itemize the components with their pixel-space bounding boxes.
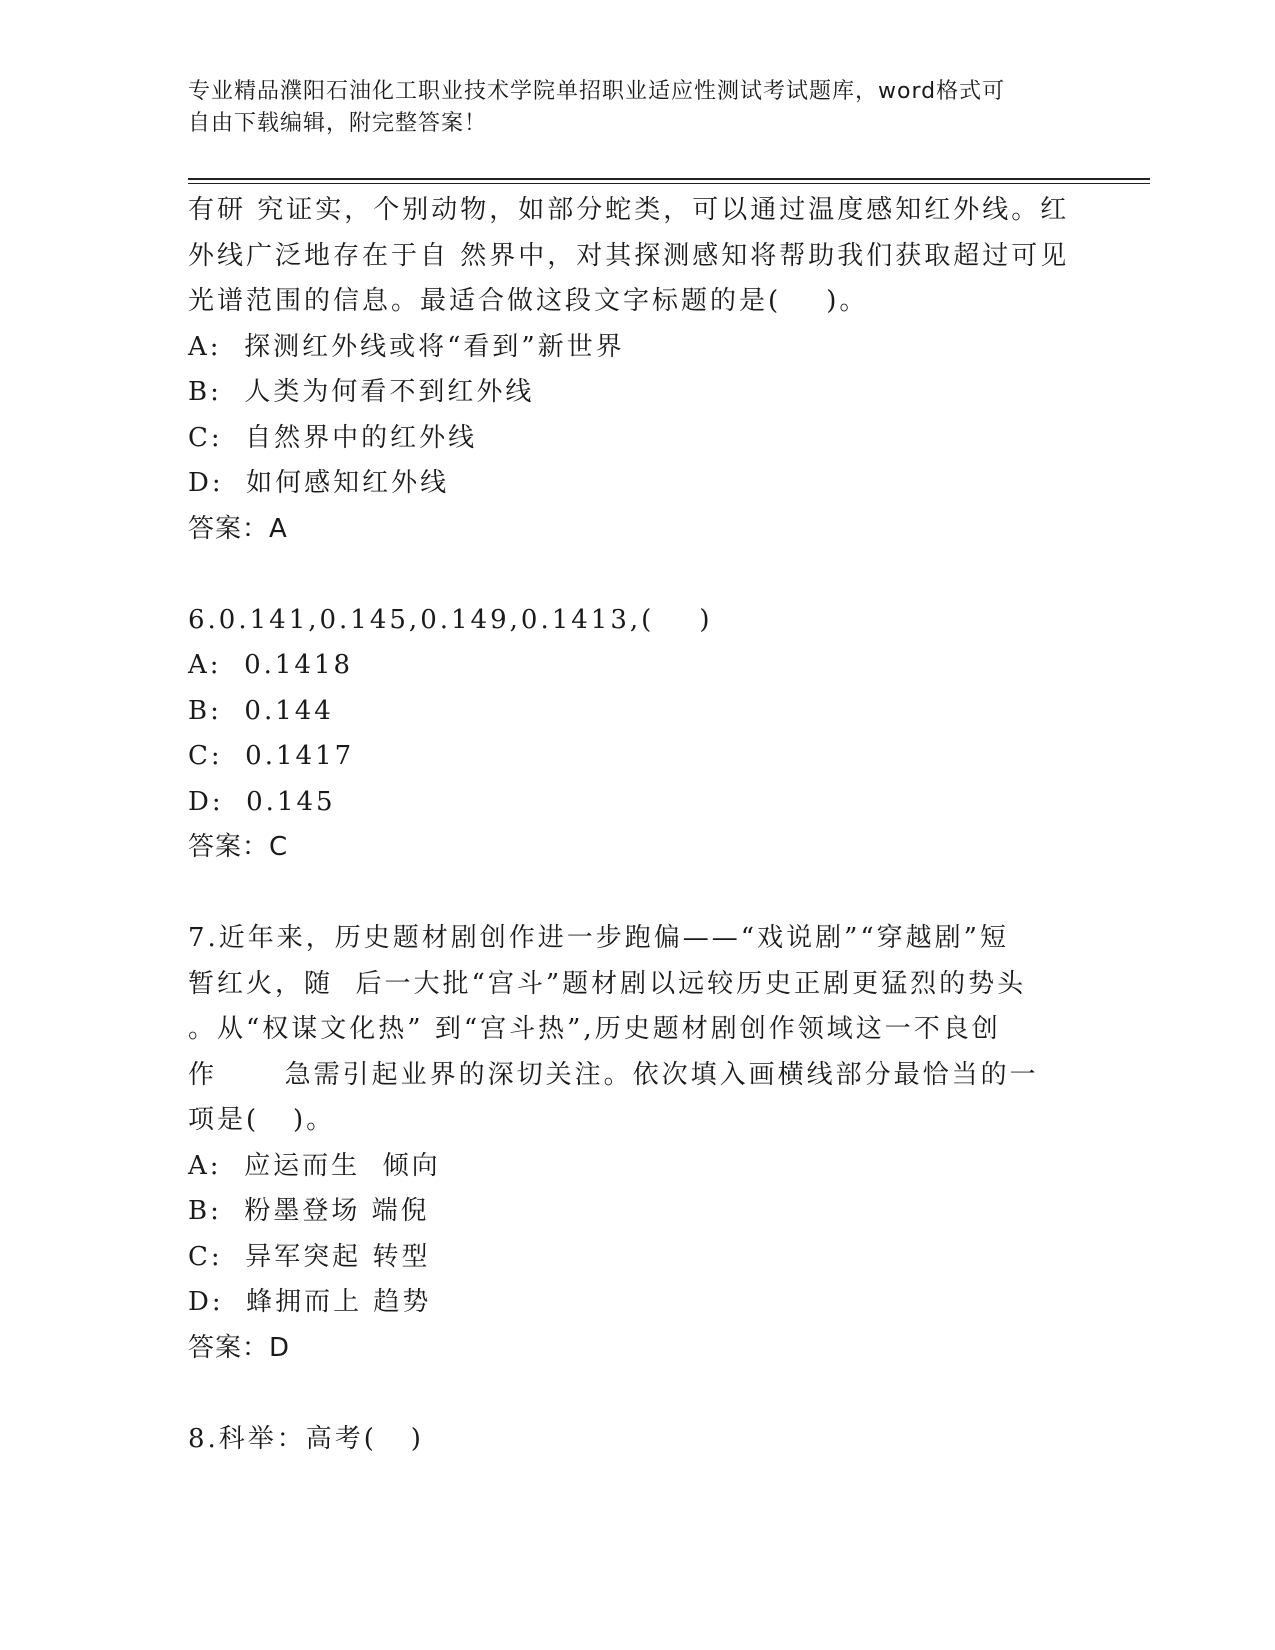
answer-label: 答案：C	[188, 832, 289, 862]
question-stem-line: 暂红火，随 后一大批“宫斗”题材剧以远较历史正剧更猛烈的势头	[188, 968, 1027, 999]
question-8	[188, 1417, 1088, 1463]
option-a: A: 0.1418	[188, 650, 354, 680]
question-6	[188, 598, 1088, 871]
spacer	[188, 871, 1088, 917]
question-stem-line: 有研 究证实，个别动物，如部分蛇类，可以通过温度感知红外线。红	[188, 195, 1070, 225]
question-stem-line: 。从“权谋文化热” 到“宫斗热”,历史题材剧创作领域这一不良创	[188, 1014, 1001, 1044]
header-divider-thin	[188, 183, 1150, 184]
answer-label: 答案：A	[188, 513, 288, 544]
option-c: C: 自然界中的红外线	[188, 422, 478, 453]
question-list	[188, 188, 1088, 1462]
option-d: D: 如何感知红外线	[188, 468, 450, 498]
question-7	[188, 916, 1088, 1371]
question-stem-line: 项是( )。	[188, 1105, 336, 1135]
document-header	[188, 76, 1088, 140]
question-stem-line: 7.近年来，历史题材剧创作进一步跑偏——“戏说剧”“穿越剧”短	[188, 923, 1009, 953]
question-stem-line: 8.科举：高考( )	[188, 1423, 424, 1454]
header-line-1: 专业精品濮阳石油化工职业技术学院单招职业适应性测试考试题库，word格式可	[188, 79, 1006, 104]
option-a: A: 探测红外线或将“看到”新世界	[188, 331, 625, 362]
answer-label: 答案：D	[188, 1332, 291, 1363]
question-stem-line: 作 急需引起业界的深切关注。依次填入画横线部分最恰当的一	[188, 1059, 1039, 1090]
option-b: B: 粉墨登场 端倪	[188, 1196, 430, 1226]
option-b: B: 0.144	[188, 695, 334, 726]
option-b: B: 人类为何看不到红外线	[188, 377, 535, 407]
spacer	[188, 1371, 1088, 1417]
question-stem-line: 外线广泛地存在于自 然界中，对其探测感知将帮助我们获取超过可见	[188, 240, 1070, 271]
question-stem-line: 光谱范围的信息。最适合做这段文字标题的是( )。	[188, 286, 869, 316]
option-c: C: 0.1417	[188, 741, 355, 771]
spacer	[188, 552, 1088, 598]
question-stem-line: 6.0.141,0.145,0.149,0.1413,( )	[188, 604, 713, 635]
question-5	[188, 188, 1088, 552]
option-d: D: 蜂拥而上 趋势	[188, 1287, 432, 1317]
header-divider-thick	[188, 178, 1150, 180]
option-a: A: 应运而生 倾向	[188, 1150, 441, 1181]
header-line-2: 自由下载编辑，附完整答案！	[188, 111, 488, 136]
option-c: C: 异军突起 转型	[188, 1241, 431, 1272]
option-d: D: 0.145	[188, 786, 336, 817]
